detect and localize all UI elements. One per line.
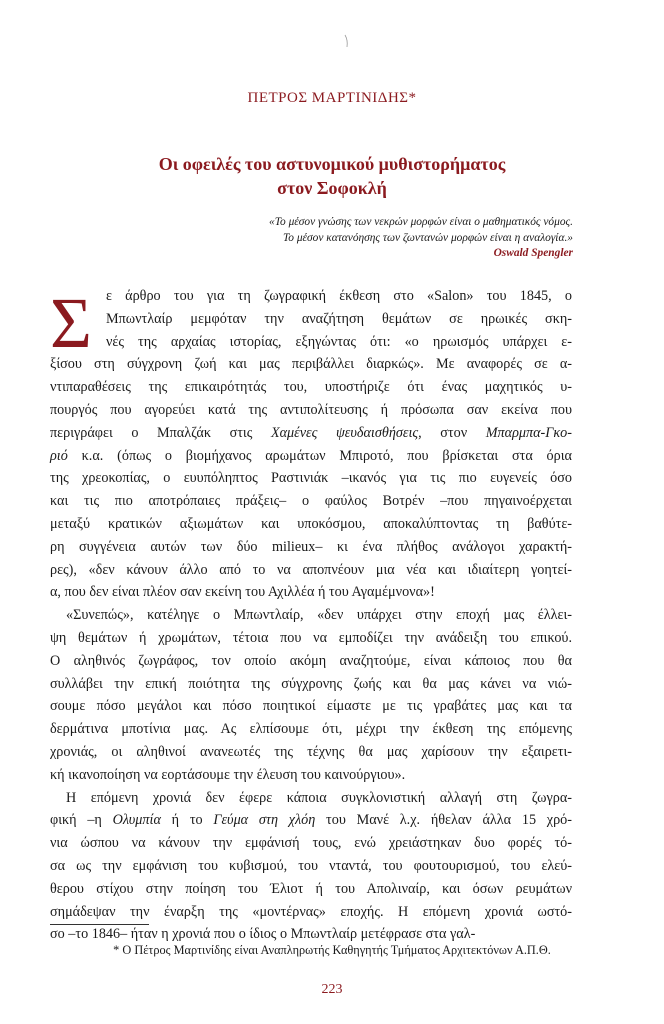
body-text-run: της χρεοκοπίας, ο ευυπόληπτος Ραστινιάκ –ικανός για τις πιο ευγενείς όσο <box>50 470 572 487</box>
italic-title: Χαμένες ψευδαισθήσεις <box>270 424 419 441</box>
body-line <box>50 581 572 604</box>
body-text-run: νές της αρχαίας ιστορίας, εξηγώντας ότι: «ο ηρωισμός υπάρχει ε- <box>106 333 572 350</box>
body-line <box>50 308 572 331</box>
body-line <box>50 718 572 741</box>
body-text-run: κ.α. (όπως ο βιομήχανος αρωμάτων Μπιροτό, που βρίσκεται στα όρια <box>67 447 572 464</box>
body-text-run: ρη συγγένεια αυτών των δύο milieux– κι ένα πλήθος ανάλογοι χαρακτή- <box>50 538 572 555</box>
body-line <box>50 536 572 559</box>
body-line <box>50 467 572 490</box>
epigraph <box>269 215 573 262</box>
body-text-run: θερου στίχου στην ποίηση του Έλιοτ ή του Απολιναίρ, και όσων ρευμάτων <box>50 880 572 897</box>
body-line <box>50 673 572 696</box>
title-line-1: Οι οφειλές του αστυνομικού μυθιστορήματος <box>158 154 506 174</box>
body-line <box>50 285 572 308</box>
body-text-run: συλλάβει την επική ποιότητα της σύγχρονης ζωής και θα μας κάνει να νιώ- <box>50 675 572 692</box>
body-line <box>50 604 572 627</box>
body-text-run: , στον <box>418 424 486 441</box>
body-text-run: ή το <box>160 812 214 829</box>
italic-title: ριό <box>50 447 68 464</box>
body-line <box>50 353 572 376</box>
body-line <box>50 559 572 582</box>
body-text-run: νια ώσπου να κάνουν την εμφάνισή τους, ενώ χρειάστηκαν δυο φορές τό- <box>50 835 572 852</box>
body-line <box>50 764 572 787</box>
body-text-run: Μπωντλαίρ μεμφόταν την αναζήτηση θεμάτων σε ηρωικές σκη- <box>106 310 572 327</box>
body-line <box>50 832 572 855</box>
body-line <box>50 741 572 764</box>
body-text-run: Ο αληθινός ζωγράφος, τον οποίο ακόμη αναζητούμε, είναι κάποιος που θα <box>50 652 572 669</box>
drop-cap-letter: Σ <box>50 293 92 351</box>
body-line <box>50 650 572 673</box>
author-name: ΠΕΤΡΟΣ ΜΑΡΤΙΝΙΔΗΣ* <box>247 90 417 106</box>
body-text-run: του Μανέ λ.χ. ήθελαν άλλα 15 χρό- <box>315 812 573 829</box>
body-line <box>50 399 572 422</box>
body-text-run: μεταξύ κρατικών αξιωμάτων και υποκόσμου, αποκαλύπτοντας τη βαθύτε- <box>50 515 572 532</box>
body-text-run: α, που δεν είναι πλέον σαν εκείνη του Αχιλλέα ή του Αγαμέμνονα»! <box>50 584 435 601</box>
body-text-run: χρονιάς, οι αληθινοί ανανεωτές της τέχνης θα μας χαρίσουν την εξαιρετι- <box>50 743 572 760</box>
body-text-run: ρες), «δεν κάνουν άλλο από το να αποπνέουν μια νέα και ιδιαίτερη γοητεί- <box>50 561 572 578</box>
body-line <box>50 627 572 650</box>
italic-title: Μπαρμπα-Γκο- <box>485 424 572 441</box>
body-line <box>50 331 572 354</box>
body-text-run: ε άρθρο του για τη ζωγραφική έκθεση στο «Salon» του 1845, ο <box>106 288 572 304</box>
body-text-run: πουργός που αγορεύει κατά της αντιπολίτευσης ή πρόσωπα σαν εκείνα που <box>50 401 572 418</box>
body-line <box>50 787 572 810</box>
body-text-run: περιγράφει ο Μπαλζάκ στις <box>50 424 271 441</box>
body-text-run: ντιπαραθέσεις της επικαιρότητάς του, υποστήριζε ότι ένας μαχητικός υ- <box>50 379 572 396</box>
body-text-run: σουμε πόσο μεγάλοι και πόσο ποιητικοί είμαστε με τις γραβάτες μας και τα <box>50 698 572 715</box>
footnote: * Ο Πέτρος Μαρτινίδης είναι Αναπληρωτής Καθηγητής Τμήματος Αρχιτεκτόνων Α.Π.Θ. <box>113 943 551 957</box>
body-line <box>50 513 572 536</box>
body-line <box>50 422 572 445</box>
italic-title: Ολυμπία <box>112 812 161 829</box>
body-text-run: Η επόμενη χρονιά δεν έφερε κάποια συγκλονιστική αλλαγή στη ζωγρα- <box>66 789 572 806</box>
body-line <box>50 878 572 901</box>
body-line <box>50 855 572 878</box>
footnote-rule <box>50 924 149 925</box>
body-text-run: δερμάτινα μποτίνια μας. Ας ελπίσουμε ότι, μέχρι την έκθεση της επόμενης <box>50 721 572 738</box>
title-line-2: στον Σοφοκλή <box>277 178 387 198</box>
body-text-run: «Συνεπώς», κατέληγε ο Μπωντλαίρ, «δεν υπάρχει στην εποχή μας έλλει- <box>66 607 572 624</box>
body-text-run: σο –το 1846– ήταν η χρονιά που ο ίδιος ο Μπωντλαίρ μετέφρασε στα γαλ- <box>50 926 476 943</box>
article-body <box>50 285 572 946</box>
italic-title: Γεύμα στη χλόη <box>213 812 316 829</box>
body-line <box>50 490 572 513</box>
scan-mark <box>343 34 352 48</box>
body-text-run: σημάδεψαν την έναρξη της «μοντέρνας» εποχής. Η επόμενη χρονιά ωστό- <box>50 903 572 920</box>
body-text-run: και τις πιο αποτρόπαιες πράξεις– ο φαύλος Βοτρέν –που πηγαινοέρχεται <box>50 493 572 510</box>
body-text-run: κή ικανοποίηση να εορτάσουμε την έλευση του καινούργιου». <box>50 766 406 783</box>
epigraph-line-1: «Το μέσον γνώσης των νεκρών μορφών είναι ο μαθηματικός νόμος. <box>269 216 573 228</box>
body-text-run: σα ως την εμφάνιση του κυβισμού, του νταντά, του φουτουρισμού, του ελεύ- <box>50 857 572 874</box>
page-number: 223 <box>321 982 343 997</box>
body-line <box>50 809 572 832</box>
body-line <box>50 901 572 924</box>
epigraph-line-2: Το μέσον κατανόησης των ζωντανών μορφών είναι η αναλογία.» <box>283 231 573 244</box>
article-title <box>0 152 664 200</box>
body-line <box>50 695 572 718</box>
body-text-run: ξίσου στη σύγχρονη ζωή και μας περιβάλλει διαρκώς». Με αναφορές σε α- <box>50 356 572 373</box>
body-line <box>50 445 572 468</box>
body-text-run: ψη θεμάτων ή χρωμάτων, τέτοια που να εμποδίζει την ανάδειξη του επικού. <box>50 629 572 646</box>
body-line <box>50 376 572 399</box>
body-text-run: φική –η <box>50 812 113 829</box>
epigraph-attribution: Oswald Spengler <box>493 247 573 259</box>
